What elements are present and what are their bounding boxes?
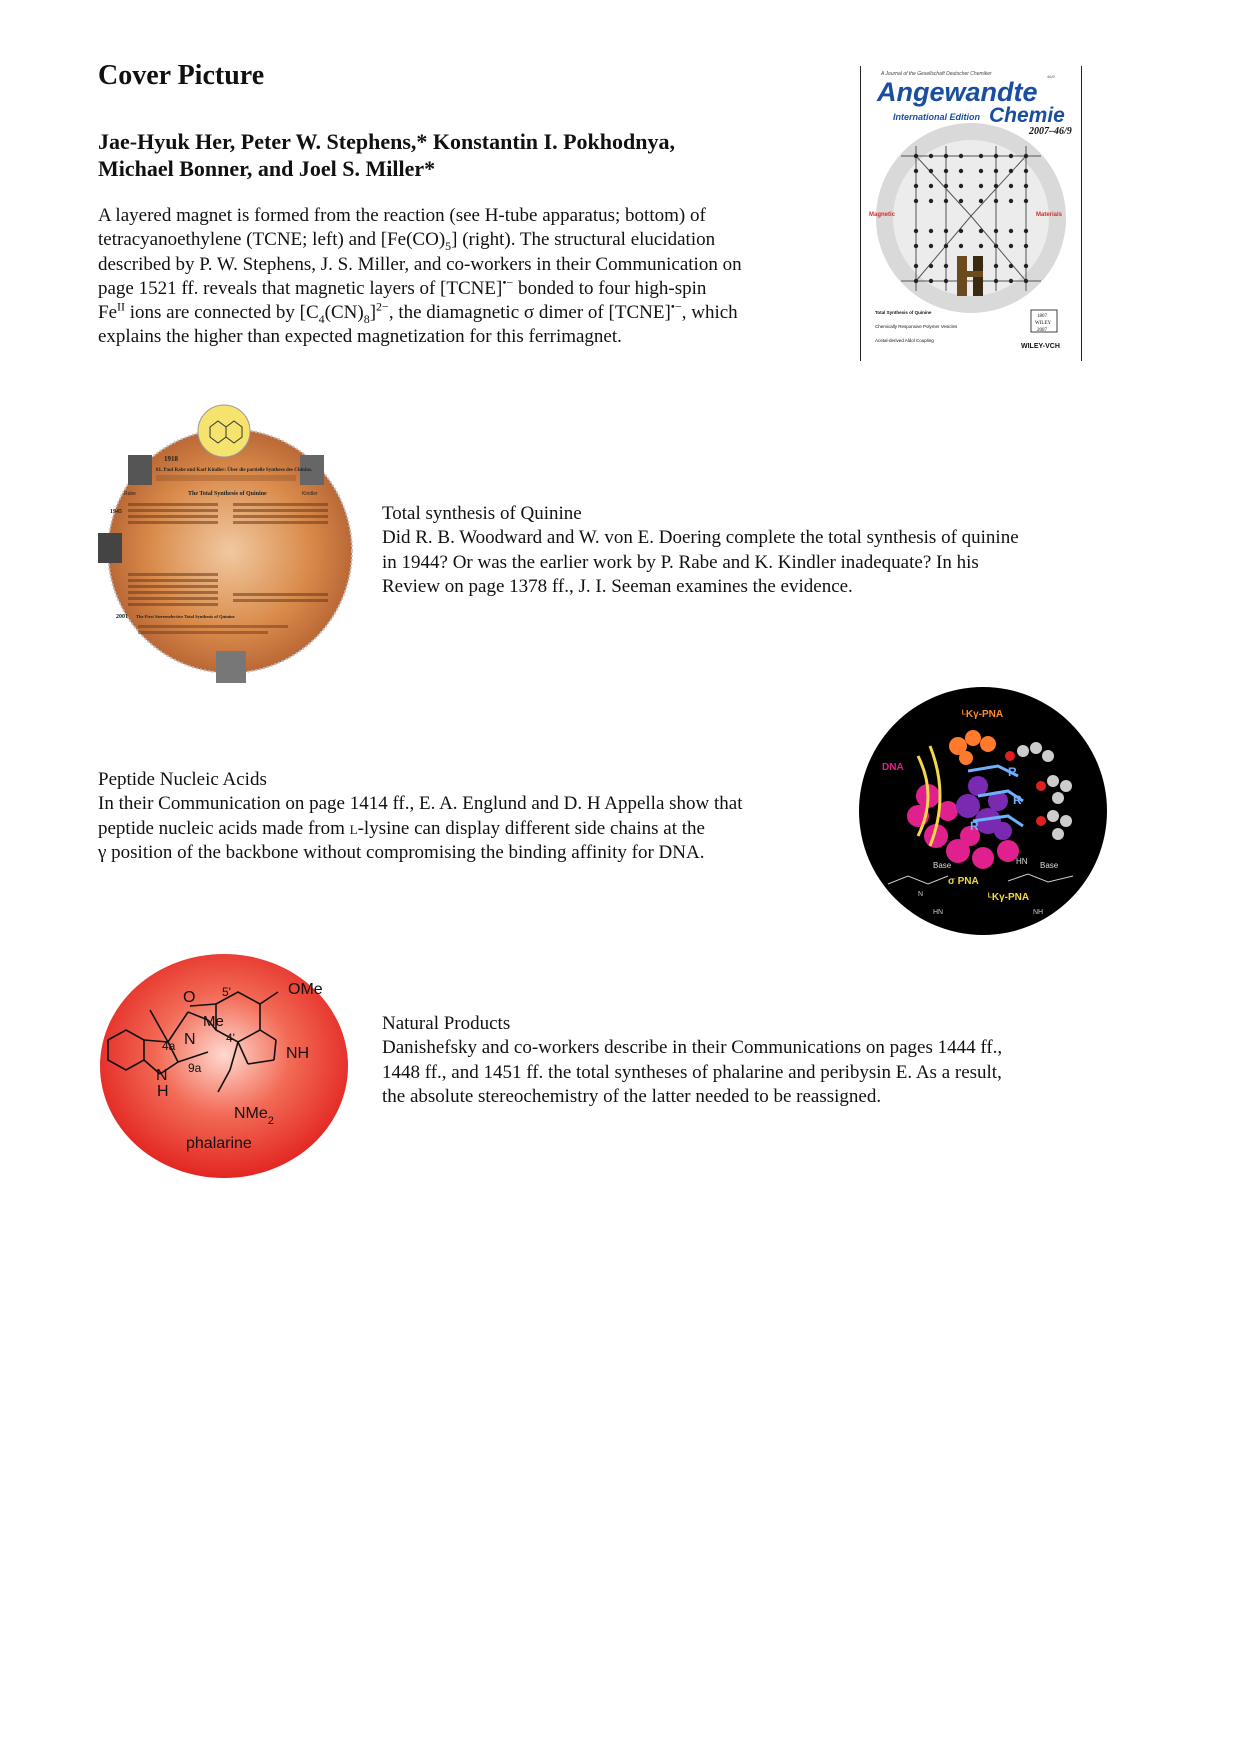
lattice-atom <box>994 264 998 268</box>
lattice-atom <box>944 199 948 203</box>
lattice-atom <box>929 279 933 283</box>
toc-item: Chemically Responsive Polymer Vesicles <box>875 324 958 329</box>
text-line: described by P. W. Stephens, J. S. Miller, and co-workers in their Communication on <box>98 253 742 275</box>
journal-name-2: Chemie <box>989 104 1065 127</box>
svg-text:HN: HN <box>1016 857 1028 866</box>
lattice-atom <box>914 154 918 158</box>
phalarine-label: phalarine <box>186 1135 252 1152</box>
svg-text:2001: 2001 <box>116 614 128 620</box>
svg-text:Kindler: Kindler <box>302 491 318 497</box>
svg-text:2007: 2007 <box>1037 328 1047 333</box>
svg-text:R: R <box>970 819 979 833</box>
section-title: Peptide Nucleic Acids <box>98 769 267 790</box>
quinine-graphic <box>98 403 363 688</box>
lattice-atom <box>979 199 983 203</box>
lattice-atom <box>929 229 933 233</box>
text-line: Did R. B. Woodward and W. von E. Doering complete the total synthesis of quinine <box>382 527 1019 549</box>
lattice-atom <box>914 244 918 248</box>
lattice-atom <box>914 229 918 233</box>
lattice-atom <box>914 169 918 173</box>
journal-issue: 2007–46/9 <box>1029 126 1072 137</box>
text-line: Review on page 1378 ff., J. I. Seeman examines the evidence. <box>382 575 853 597</box>
lattice-atom <box>1009 184 1013 188</box>
lattice-atom <box>929 184 933 188</box>
lattice-atom <box>1024 244 1028 248</box>
lattice-atom <box>959 244 963 248</box>
lattice-atom <box>1024 229 1028 233</box>
pna-label: σ PNA <box>948 876 979 887</box>
svg-text:4': 4' <box>226 1031 235 1045</box>
svg-text:Base: Base <box>1040 861 1059 870</box>
text-line: In their Communication on page 1414 ff., E. A. Englund and D. H Appella show that <box>98 793 743 815</box>
lattice-atom <box>929 244 933 248</box>
lattice-atom <box>979 229 983 233</box>
text-line: the absolute stereochemistry of the latter needed to be reassigned. <box>382 1085 882 1107</box>
phalarine-image <box>98 952 350 1180</box>
svg-text:NMe2: NMe$_2$ <box>234 1105 274 1127</box>
text-line: explains the higher than expected magnetization for this ferrimagnet. <box>98 326 622 348</box>
lattice-atom <box>994 199 998 203</box>
svg-text:O: O <box>183 989 196 1006</box>
lattice-atom <box>1024 154 1028 158</box>
lattice-atom <box>994 244 998 248</box>
lattice-atom <box>914 199 918 203</box>
svg-text:1945: 1945 <box>110 509 122 515</box>
lattice-atom <box>979 169 983 173</box>
pna-bottom-label: ᴸKγ-PNA <box>988 892 1030 903</box>
svg-text:Rabe: Rabe <box>124 491 136 497</box>
lattice-atom <box>1024 199 1028 203</box>
lattice-atom <box>959 184 963 188</box>
lattice-atom <box>944 244 948 248</box>
lattice-atom <box>979 244 983 248</box>
svg-text:9a: 9a <box>188 1061 202 1075</box>
magnetic-label: Magnetic <box>869 212 896 218</box>
text-line: γ position of the backbone without compromising the binding affinity for DNA. <box>98 841 705 863</box>
svg-text:46/9: 46/9 <box>1047 74 1055 79</box>
pna-graphic <box>858 686 1108 936</box>
lattice-atom <box>1009 229 1013 233</box>
svg-text:Base: Base <box>933 861 952 870</box>
pna-image <box>858 686 1108 936</box>
svg-text:5': 5' <box>222 985 231 999</box>
lattice-atom <box>1024 279 1028 283</box>
phalarine-graphic <box>98 952 350 1180</box>
svg-text:81. Paul Rabe und Karl Kindler: 81. Paul Rabe und Karl Kindler: Über die partielle Synthese des Chinins. <box>156 468 313 473</box>
lattice-atom <box>1024 184 1028 188</box>
lattice-atom <box>929 169 933 173</box>
lattice-atom <box>914 279 918 283</box>
lattice-atom <box>1009 264 1013 268</box>
lattice-atom <box>944 264 948 268</box>
svg-text:HN: HN <box>933 909 944 916</box>
svg-text:1807: 1807 <box>1037 314 1047 319</box>
page-title: Cover Picture <box>98 60 265 91</box>
lattice-atom <box>994 184 998 188</box>
lattice-atom <box>929 264 933 268</box>
svg-text:H: H <box>157 1083 169 1100</box>
lattice-atom <box>959 154 963 158</box>
lattice-atom <box>914 264 918 268</box>
svg-text:1918: 1918 <box>164 455 178 463</box>
text-line: 1448 ff., and 1451 ff. the total syntheses of phalarine and peribysin E. As a result, <box>382 1061 1002 1083</box>
materials-label: Materials <box>1036 212 1063 218</box>
text-line: page 1521 ff. reveals that magnetic layers of [TCNE]•− bonded to four high-spin <box>98 275 707 299</box>
svg-text:The First Stereoselective Tota: The First Stereoselective Total Synthesis of Quinine <box>136 614 235 619</box>
journal-name: Angewandte <box>877 77 1038 107</box>
lattice-atom <box>994 169 998 173</box>
lattice-atom <box>944 184 948 188</box>
cover-description <box>98 204 818 350</box>
toc-item: Total Synthesis of Quinine <box>875 310 932 315</box>
svg-text:N: N <box>156 1067 168 1084</box>
journal-edition: International Edition <box>893 112 980 122</box>
svg-text:OMe: OMe <box>288 981 323 998</box>
authors-line: Michael Bonner, and Joel S. Miller* <box>98 156 436 181</box>
natural-products-description <box>382 1012 1102 1109</box>
quinine-image <box>98 403 363 688</box>
svg-text:NH: NH <box>1033 909 1044 916</box>
svg-text:WILEY: WILEY <box>1035 321 1052 326</box>
lattice-atom <box>944 279 948 283</box>
lattice-atom <box>1009 279 1013 283</box>
text-line: Danishefsky and co-workers describe in their Communications on pages 1444 ff., <box>382 1037 1003 1059</box>
authors-line: Jae-Hyuk Her, Peter W. Stephens,* Konstantin I. Pokhodnya, <box>98 129 675 154</box>
svg-text:N: N <box>184 1031 196 1048</box>
section-title: Natural Products <box>382 1013 511 1034</box>
lattice-atom <box>979 154 983 158</box>
svg-text:4a: 4a <box>162 1039 176 1053</box>
text-line: $Fe^{II}$ ions are connected by $[C_4(CN)_8]^{2-}$, the diamagnetic σ dimer of [TCNE]•−, which <box>98 299 738 326</box>
lattice-atom <box>929 154 933 158</box>
pna-description <box>98 768 818 865</box>
toc-item: Acetal-derived Aldol Coupling <box>875 338 934 343</box>
svg-text:NH: NH <box>286 1045 310 1062</box>
svg-text:R: R <box>1013 793 1022 807</box>
lattice-atom <box>944 154 948 158</box>
section-title: Total synthesis of Quinine <box>382 503 582 524</box>
pna-top-label: ᴸKγ-PNA <box>962 709 1004 720</box>
text-line: in 1944? Or was the earlier work by P. Rabe and K. Kindler inadequate? In his <box>382 551 979 573</box>
lattice-atom <box>959 199 963 203</box>
lattice-atom <box>1009 169 1013 173</box>
lattice-atom <box>1009 154 1013 158</box>
journal-cover-graphic <box>861 66 1081 361</box>
text-line: tetracyanoethylene (TCNE; left) and $[Fe(CO)_5]$ (right). The structural elucidation <box>98 229 716 254</box>
authors <box>98 128 675 182</box>
lattice-atom <box>929 199 933 203</box>
lattice-atom <box>1024 169 1028 173</box>
text-line: A layered magnet is formed from the reaction (see H-tube apparatus; bottom) of <box>98 205 706 226</box>
lattice-atom <box>1009 199 1013 203</box>
svg-text:The Total Synthesis of Quinine: The Total Synthesis of Quinine <box>188 491 267 497</box>
lattice-atom <box>914 184 918 188</box>
lattice-atom <box>944 229 948 233</box>
lattice-atom <box>994 154 998 158</box>
dna-label: DNA <box>882 762 904 773</box>
lattice-atom <box>979 184 983 188</box>
journal-cover-image <box>860 66 1082 361</box>
svg-text:N: N <box>918 891 924 898</box>
svg-text:R: R <box>1008 765 1017 779</box>
lattice-atom <box>994 279 998 283</box>
lattice-atom <box>1009 244 1013 248</box>
quinine-description <box>382 502 1102 599</box>
publisher-logo: WILEY-VCH <box>1021 343 1060 350</box>
lattice-atom <box>959 229 963 233</box>
lattice-atom <box>1024 264 1028 268</box>
lattice-atom <box>944 169 948 173</box>
svg-text:Me: Me <box>203 1013 224 1030</box>
text-line: peptide nucleic acids made from l-lysine can display different side chains at the <box>98 817 705 839</box>
journal-small-top: A Journal of the Gesellschaft Deutscher Chemiker <box>881 71 992 77</box>
lattice-atom <box>959 169 963 173</box>
lattice-atom <box>994 229 998 233</box>
